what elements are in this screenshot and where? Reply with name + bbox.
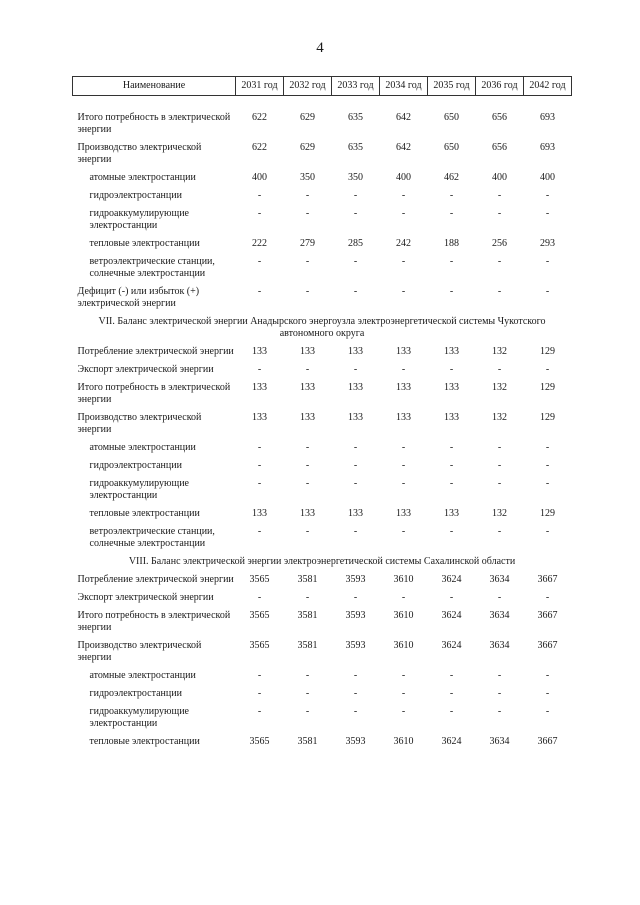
table-header-row bbox=[73, 77, 572, 96]
value-cell: - bbox=[305, 364, 310, 375]
value-cell: - bbox=[353, 478, 358, 489]
row-label: гидроэлектростанции bbox=[89, 190, 182, 201]
value-cell: 133 bbox=[444, 508, 459, 519]
value-cell: 133 bbox=[444, 346, 459, 357]
value-cell: 133 bbox=[396, 382, 411, 393]
value-cell: - bbox=[305, 592, 310, 603]
row-label: тепловые электростанции bbox=[89, 508, 200, 519]
value-cell: 400 bbox=[540, 172, 555, 183]
value-cell: - bbox=[545, 442, 550, 453]
value-cell: - bbox=[401, 706, 406, 717]
row-label: гидроэлектростанции bbox=[89, 688, 182, 699]
value-cell: - bbox=[497, 286, 502, 297]
value-cell: 3624 bbox=[441, 736, 462, 747]
row-label: атомные электростанции bbox=[89, 172, 196, 183]
table-row bbox=[73, 238, 572, 256]
row-label: ветроэлектрические станции, солнечные электростанции bbox=[89, 526, 215, 549]
value-cell: - bbox=[401, 364, 406, 375]
row-label: гидроаккумулирующие электростанции bbox=[89, 208, 189, 231]
value-cell: 133 bbox=[396, 412, 411, 423]
row-label: тепловые электростанции bbox=[89, 736, 200, 747]
row-label: Потребление электрической энергии bbox=[77, 574, 234, 585]
value-cell: - bbox=[545, 478, 550, 489]
value-cell: 693 bbox=[540, 112, 555, 123]
table-row bbox=[73, 208, 572, 238]
value-cell: 3624 bbox=[441, 574, 462, 585]
value-cell: - bbox=[497, 442, 502, 453]
value-cell: - bbox=[449, 706, 454, 717]
value-cell: - bbox=[497, 592, 502, 603]
value-cell: - bbox=[305, 460, 310, 471]
value-cell: 133 bbox=[252, 412, 267, 423]
value-cell: 133 bbox=[396, 508, 411, 519]
header-year: 2033 год bbox=[332, 77, 380, 96]
value-cell: 3593 bbox=[345, 736, 366, 747]
value-cell: - bbox=[449, 208, 454, 219]
table-row bbox=[73, 142, 572, 172]
table-row bbox=[73, 286, 572, 316]
value-cell: 3634 bbox=[489, 574, 510, 585]
table-row bbox=[73, 190, 572, 208]
value-cell: - bbox=[257, 592, 262, 603]
value-cell: - bbox=[305, 442, 310, 453]
value-cell: 693 bbox=[540, 142, 555, 153]
value-cell: - bbox=[497, 256, 502, 267]
value-cell: - bbox=[545, 256, 550, 267]
value-cell: - bbox=[401, 688, 406, 699]
value-cell: - bbox=[545, 190, 550, 201]
header-year: 2031 год bbox=[236, 77, 284, 96]
value-cell: - bbox=[353, 592, 358, 603]
value-cell: - bbox=[449, 670, 454, 681]
row-label: гидроаккумулирующие электростанции bbox=[89, 706, 189, 729]
value-cell: 656 bbox=[492, 142, 507, 153]
table-row bbox=[73, 508, 572, 526]
table-row bbox=[73, 442, 572, 460]
value-cell: - bbox=[305, 478, 310, 489]
row-label: ветроэлектрические станции, солнечные электростанции bbox=[89, 256, 215, 279]
header-year: 2042 год bbox=[524, 77, 572, 96]
value-cell: - bbox=[497, 688, 502, 699]
table-body bbox=[73, 96, 572, 755]
value-cell: - bbox=[305, 688, 310, 699]
value-cell: 133 bbox=[444, 412, 459, 423]
table-row bbox=[73, 382, 572, 412]
value-cell: - bbox=[449, 364, 454, 375]
value-cell: 3581 bbox=[297, 610, 318, 621]
value-cell: - bbox=[449, 526, 454, 537]
value-cell: - bbox=[449, 442, 454, 453]
value-cell: 133 bbox=[348, 508, 363, 519]
value-cell: - bbox=[353, 688, 358, 699]
value-cell: - bbox=[353, 442, 358, 453]
header-name: Наименование bbox=[73, 77, 236, 96]
value-cell: 656 bbox=[492, 112, 507, 123]
value-cell: - bbox=[257, 670, 262, 681]
header-year: 2032 год bbox=[284, 77, 332, 96]
value-cell: 133 bbox=[396, 346, 411, 357]
value-cell: 222 bbox=[252, 238, 267, 249]
value-cell: - bbox=[257, 286, 262, 297]
value-cell: - bbox=[545, 208, 550, 219]
value-cell: - bbox=[401, 190, 406, 201]
value-cell: 400 bbox=[492, 172, 507, 183]
value-cell: 129 bbox=[540, 412, 555, 423]
value-cell: - bbox=[257, 706, 262, 717]
value-cell: 256 bbox=[492, 238, 507, 249]
value-cell: 285 bbox=[348, 238, 363, 249]
value-cell: 133 bbox=[252, 508, 267, 519]
table-row bbox=[73, 460, 572, 478]
value-cell: - bbox=[545, 592, 550, 603]
value-cell: - bbox=[353, 364, 358, 375]
value-cell: - bbox=[449, 478, 454, 489]
value-cell: 3667 bbox=[537, 610, 558, 621]
value-cell: 3624 bbox=[441, 640, 462, 651]
value-cell: - bbox=[497, 190, 502, 201]
table-row bbox=[73, 736, 572, 754]
row-label: атомные электростанции bbox=[89, 442, 196, 453]
value-cell: 279 bbox=[300, 238, 315, 249]
section-heading: VIII. Баланс электрической энергии электроэнергетической системы Сахалинской области bbox=[128, 556, 516, 567]
value-cell: 129 bbox=[540, 346, 555, 357]
row-label: Экспорт электрической энергии bbox=[77, 364, 214, 375]
value-cell: 132 bbox=[492, 412, 507, 423]
value-cell: - bbox=[305, 190, 310, 201]
value-cell: - bbox=[449, 592, 454, 603]
value-cell: - bbox=[257, 478, 262, 489]
header-year: 2035 год bbox=[428, 77, 476, 96]
value-cell: 133 bbox=[300, 412, 315, 423]
value-cell: - bbox=[545, 688, 550, 699]
value-cell: - bbox=[497, 706, 502, 717]
value-cell: - bbox=[497, 670, 502, 681]
value-cell: - bbox=[353, 526, 358, 537]
value-cell: - bbox=[401, 256, 406, 267]
value-cell: - bbox=[305, 526, 310, 537]
row-label: Итого потребность в электрической энергии bbox=[77, 112, 231, 135]
value-cell: 3634 bbox=[489, 736, 510, 747]
value-cell: 635 bbox=[348, 142, 363, 153]
table-row bbox=[73, 688, 572, 706]
value-cell: 3634 bbox=[489, 610, 510, 621]
value-cell: 350 bbox=[348, 172, 363, 183]
value-cell: - bbox=[545, 286, 550, 297]
value-cell: - bbox=[353, 256, 358, 267]
value-cell: - bbox=[497, 526, 502, 537]
table-row bbox=[73, 256, 572, 286]
value-cell: 3581 bbox=[297, 736, 318, 747]
value-cell: - bbox=[305, 670, 310, 681]
value-cell: 133 bbox=[300, 508, 315, 519]
value-cell: 133 bbox=[348, 382, 363, 393]
value-cell: 133 bbox=[348, 412, 363, 423]
value-cell: 3610 bbox=[393, 640, 414, 651]
value-cell: - bbox=[401, 442, 406, 453]
value-cell: - bbox=[401, 592, 406, 603]
value-cell: 293 bbox=[540, 238, 555, 249]
value-cell: 129 bbox=[540, 382, 555, 393]
spacer-row bbox=[73, 96, 572, 113]
value-cell: 188 bbox=[444, 238, 459, 249]
section-heading-row bbox=[73, 556, 572, 574]
row-label: Итого потребность в электрической энергии bbox=[77, 382, 231, 405]
row-label: Итого потребность в электрической энергии bbox=[77, 610, 231, 633]
value-cell: - bbox=[257, 190, 262, 201]
table-row bbox=[73, 610, 572, 640]
value-cell: - bbox=[353, 208, 358, 219]
value-cell: 3667 bbox=[537, 574, 558, 585]
value-cell: 133 bbox=[348, 346, 363, 357]
row-label: Экспорт электрической энергии bbox=[77, 592, 214, 603]
value-cell: 132 bbox=[492, 382, 507, 393]
table-row bbox=[73, 172, 572, 190]
value-cell: 622 bbox=[252, 142, 267, 153]
value-cell: - bbox=[401, 526, 406, 537]
row-label: Потребление электрической энергии bbox=[77, 346, 234, 357]
table-row bbox=[73, 346, 572, 364]
value-cell: 132 bbox=[492, 346, 507, 357]
value-cell: - bbox=[257, 256, 262, 267]
value-cell: 3667 bbox=[537, 640, 558, 651]
value-cell: 629 bbox=[300, 112, 315, 123]
value-cell: - bbox=[497, 208, 502, 219]
value-cell: 350 bbox=[300, 172, 315, 183]
table-row bbox=[73, 670, 572, 688]
value-cell: - bbox=[545, 526, 550, 537]
value-cell: 3593 bbox=[345, 610, 366, 621]
value-cell: - bbox=[449, 256, 454, 267]
value-cell: - bbox=[353, 460, 358, 471]
value-cell: - bbox=[257, 442, 262, 453]
value-cell: - bbox=[353, 190, 358, 201]
row-label: тепловые электростанции bbox=[89, 238, 200, 249]
value-cell: - bbox=[449, 286, 454, 297]
value-cell: 3610 bbox=[393, 574, 414, 585]
value-cell: 132 bbox=[492, 508, 507, 519]
value-cell: - bbox=[401, 478, 406, 489]
value-cell: - bbox=[545, 706, 550, 717]
row-label: Дефицит (-) или избыток (+) электрической энергии bbox=[77, 286, 200, 309]
value-cell: - bbox=[257, 526, 262, 537]
value-cell: 629 bbox=[300, 142, 315, 153]
header-year: 2036 год bbox=[476, 77, 524, 96]
table-row bbox=[73, 364, 572, 382]
value-cell: 3593 bbox=[345, 574, 366, 585]
value-cell: 3610 bbox=[393, 736, 414, 747]
value-cell: 3593 bbox=[345, 640, 366, 651]
value-cell: 622 bbox=[252, 112, 267, 123]
section-heading: VII. Баланс электрической энергии Анадырского энергоузла электроэнергетической системы Чукотского автономного округа bbox=[98, 316, 546, 339]
value-cell: 3581 bbox=[297, 640, 318, 651]
value-cell: 3565 bbox=[249, 736, 270, 747]
value-cell: - bbox=[257, 208, 262, 219]
value-cell: - bbox=[497, 478, 502, 489]
value-cell: 635 bbox=[348, 112, 363, 123]
table-row bbox=[73, 412, 572, 442]
table-row bbox=[73, 478, 572, 508]
value-cell: 129 bbox=[540, 508, 555, 519]
value-cell: 3565 bbox=[249, 574, 270, 585]
value-cell: - bbox=[257, 460, 262, 471]
table-row bbox=[73, 706, 572, 736]
value-cell: 133 bbox=[300, 382, 315, 393]
value-cell: 400 bbox=[252, 172, 267, 183]
value-cell: - bbox=[401, 460, 406, 471]
value-cell: 642 bbox=[396, 112, 411, 123]
page-number: 4 bbox=[316, 40, 324, 56]
value-cell: - bbox=[449, 190, 454, 201]
value-cell: - bbox=[305, 286, 310, 297]
header-year: 2034 год bbox=[380, 77, 428, 96]
value-cell: - bbox=[545, 364, 550, 375]
value-cell: 133 bbox=[252, 382, 267, 393]
row-label: Производство электрической энергии bbox=[77, 640, 202, 663]
value-cell: 400 bbox=[396, 172, 411, 183]
table-row bbox=[73, 574, 572, 592]
value-cell: 3581 bbox=[297, 574, 318, 585]
value-cell: - bbox=[305, 208, 310, 219]
value-cell: - bbox=[497, 460, 502, 471]
section-heading-row bbox=[73, 316, 572, 346]
value-cell: - bbox=[449, 688, 454, 699]
value-cell: 3565 bbox=[249, 610, 270, 621]
table-row bbox=[73, 592, 572, 610]
value-cell: - bbox=[545, 670, 550, 681]
row-label: Производство электрической энергии bbox=[77, 142, 202, 165]
value-cell: 133 bbox=[444, 382, 459, 393]
row-label: гидроэлектростанции bbox=[89, 460, 182, 471]
value-cell: 3624 bbox=[441, 610, 462, 621]
value-cell: - bbox=[353, 670, 358, 681]
table-row bbox=[73, 640, 572, 670]
value-cell: 133 bbox=[252, 346, 267, 357]
value-cell: - bbox=[257, 688, 262, 699]
value-cell: - bbox=[497, 364, 502, 375]
value-cell: - bbox=[257, 364, 262, 375]
value-cell: 242 bbox=[396, 238, 411, 249]
value-cell: - bbox=[305, 706, 310, 717]
value-cell: - bbox=[545, 460, 550, 471]
value-cell: - bbox=[401, 670, 406, 681]
energy-balance-table bbox=[72, 76, 572, 754]
value-cell: - bbox=[449, 460, 454, 471]
row-label: атомные электростанции bbox=[89, 670, 196, 681]
row-label: гидроаккумулирующие электростанции bbox=[89, 478, 189, 501]
value-cell: 3610 bbox=[393, 610, 414, 621]
value-cell: - bbox=[401, 286, 406, 297]
value-cell: 650 bbox=[444, 112, 459, 123]
value-cell: 133 bbox=[300, 346, 315, 357]
value-cell: 650 bbox=[444, 142, 459, 153]
row-label: Производство электрической энергии bbox=[77, 412, 202, 435]
value-cell: 642 bbox=[396, 142, 411, 153]
table-row bbox=[73, 112, 572, 142]
value-cell: - bbox=[353, 286, 358, 297]
value-cell: 462 bbox=[444, 172, 459, 183]
value-cell: 3634 bbox=[489, 640, 510, 651]
value-cell: 3565 bbox=[249, 640, 270, 651]
value-cell: 3667 bbox=[537, 736, 558, 747]
value-cell: - bbox=[353, 706, 358, 717]
value-cell: - bbox=[401, 208, 406, 219]
value-cell: - bbox=[305, 256, 310, 267]
table-row bbox=[73, 526, 572, 556]
